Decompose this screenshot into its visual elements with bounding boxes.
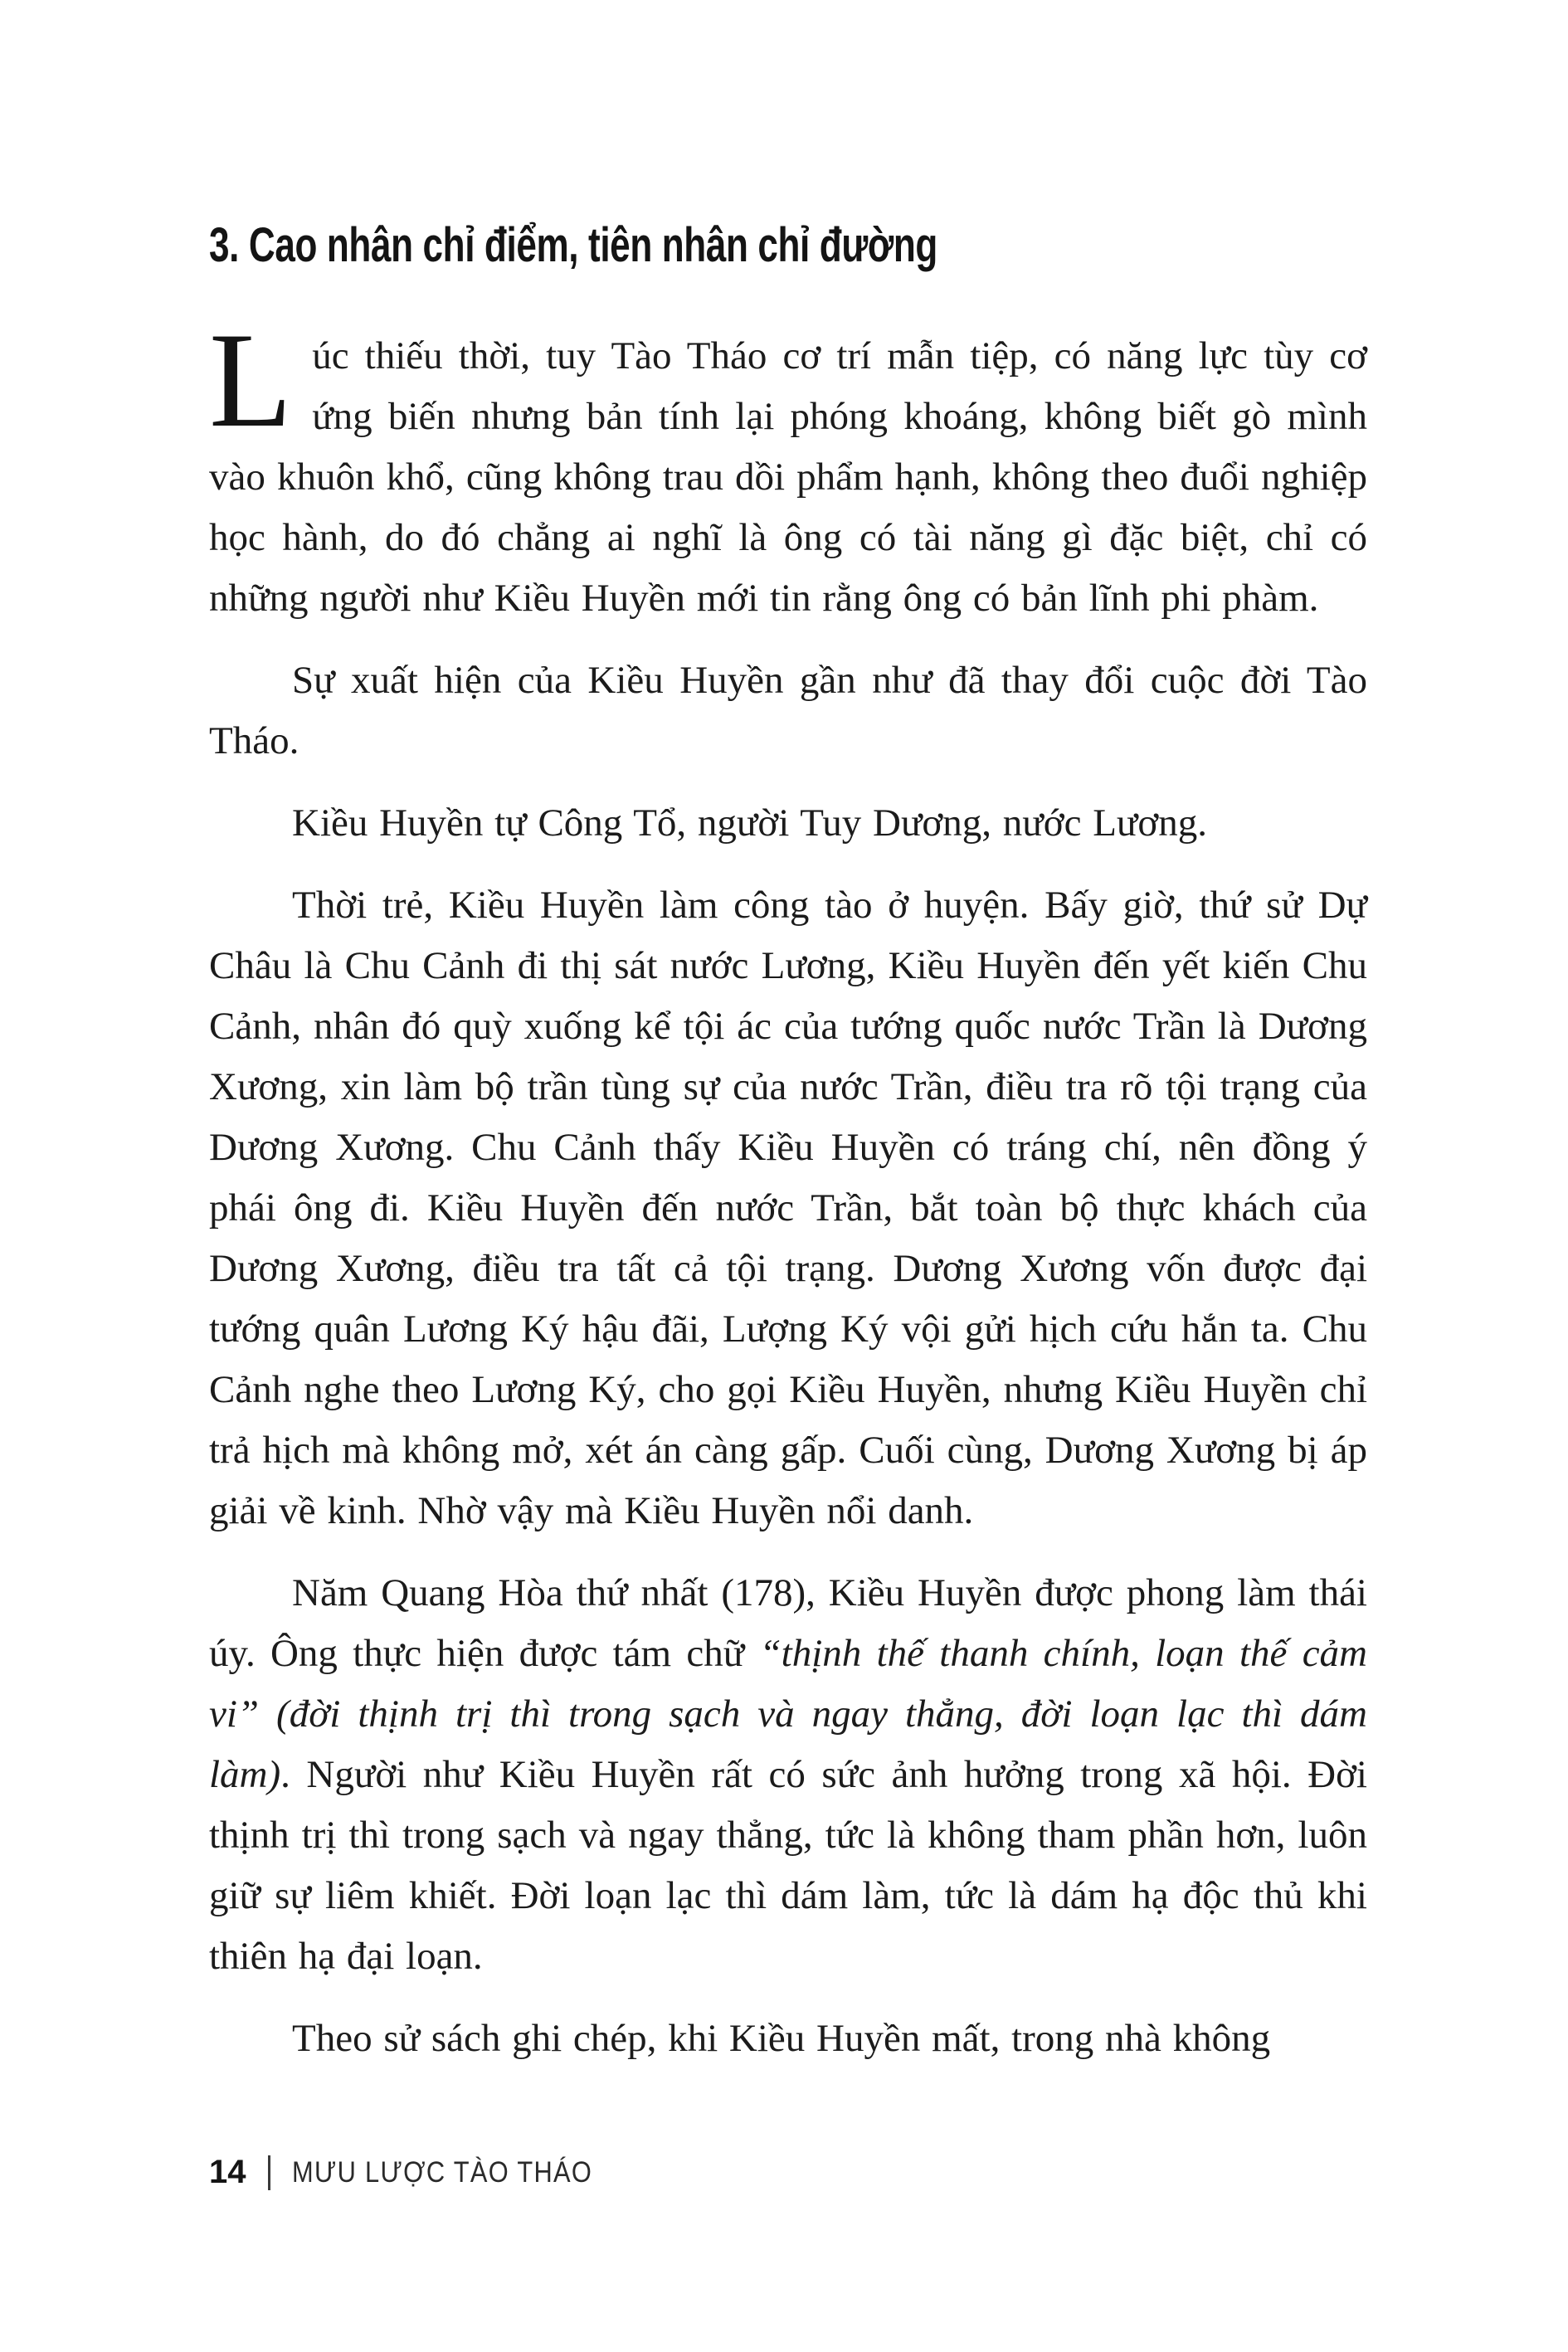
paragraph-text: . Người như Kiều Huyền rất có sức ảnh hưởng trong xã hội. Đời thịnh trị thì trong sạch và ngay thẳng, tức là không tham phần hơn, luôn giữ sự liêm khiết. Đời loạn lạc thì dám làm, tức là dám hạ độc thủ khi thiên hạ đại loạn. [209, 1753, 1367, 1978]
paragraph [209, 1563, 1367, 1987]
paragraph: Theo sử sách ghi chép, khi Kiều Huyền mất, trong nhà không [292, 2017, 1271, 2060]
paragraph: Kiều Huyền tự Công Tổ, người Tuy Dương, nước Lương. [292, 801, 1207, 845]
page-footer [209, 2154, 633, 2191]
drop-cap: L [209, 305, 293, 455]
paragraph [209, 305, 1367, 629]
paragraph: Thời trẻ, Kiều Huyền làm công tào ở huyện. Bấy giờ, thứ sử Dự Châu là Chu Cảnh đi thị sát nước Lương, Kiều Huyền đến yết kiến Chu Cảnh, nhân đó quỳ xuống kể tội ác của tướng quốc nước Trần là Dương Xương, xin làm bộ trần tùng sự của nước Trần, điều tra rõ tội trạng của Dương Xương. Chu Cảnh thấy Kiều Huyền có tráng chí, nên đồng ý phái ông đi. Kiều Huyền đến nước Trần, bắt toàn bộ thực khách của Dương Xương, điều tra tất cả tội trạng. Dương Xương vốn được đại tướng quân Lương Ký hậu đãi, Lượng Ký vội gửi hịch cứu hắn ta. Chu Cảnh nghe theo Lương Ký, cho gọi Kiều Huyền, nhưng Kiều Huyền chỉ trả hịch mà không mở, xét án càng gấp. Cuối cùng, Dương Xương bị áp giải về kinh. Nhờ vậy mà Kiều Huyền nổi danh. [209, 884, 1367, 1532]
paragraph: Sự xuất hiện của Kiều Huyền gần như đã thay đổi cuộc đời Tào Tháo. [209, 659, 1367, 762]
section-heading: 3. Cao nhân chỉ điểm, tiên nhân chỉ đường [209, 218, 937, 272]
paragraph-text-italic: “thịnh thế thanh chính, loạn thế cảm vi” (đời thịnh trị thì trong sạch và ngay thẳng, đời loạn lạc thì dám làm) [209, 1632, 1367, 1796]
running-book-title: MƯU LƯỢC TÀO THÁO [291, 2155, 592, 2189]
page-number: 14 [209, 2154, 246, 2190]
paragraph-text: úc thiếu thời, tuy Tào Tháo cơ trí mẫn tiệp, có năng lực tùy cơ ứng biến nhưng bản tính lại phóng khoáng, không biết gò mình vào khuôn khổ, cũng không trau dồi phẩm hạnh, không theo đuổi nghiệp học hành, do đó chẳng ai nghĩ là ông có tài năng gì đặc biệt, chỉ có những người như Kiều Huyền mới tin rằng ông có bản lĩnh phi phàm. [209, 334, 1367, 620]
footer-divider [268, 2155, 270, 2190]
paragraph-text: Năm Quang Hòa thứ nhất (178), Kiều Huyền được phong làm thái úy. Ông thực hiện được tám chữ [209, 1571, 1367, 1675]
